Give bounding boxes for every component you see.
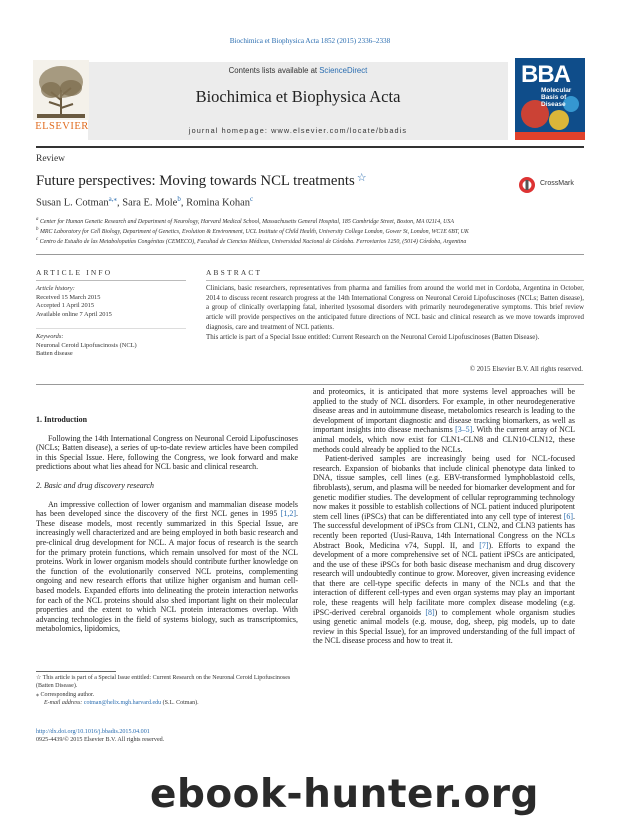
body-paragraph: Following the 14th International Congress on Neuronal Ceroid Lipofuscinoses (NCLs; Batten disease), a series of up-to-date review articles have been compiled in this Special Issue. Here, following the Congress, we look forward and make predictions about what lies ahead for NCL basic and clinical research. [36,433,298,472]
section-heading: 1. Introduction [36,415,88,424]
keyword: Neuronal Ceroid Lipofuscinosis (NCL) [36,341,137,349]
issn-line: 0925-4439/© 2015 Elsevier B.V. All rights reserved. [36,737,165,744]
journal-homepage-line [88,126,508,135]
homepage-prefix: journal homepage: [188,126,272,135]
citation-link[interactable]: [8] [425,607,435,617]
citation-link[interactable]: [3–5] [455,425,473,435]
body-paragraph [36,500,298,634]
citation-link[interactable]: [6] [563,511,574,521]
body-text: and proteomics, it is anticipated that more systems level approaches will be applied to the study of NCL disorders. For example, in other neurodegenerative disease areas and in autoimmune disease, metabolomics research is leading to the development of important diagnostic and disease tracking biomarkers, as well as important insights into disease mechanisms [313,387,575,435]
keyword: Batten disease [36,350,73,358]
author-affiliation-mark[interactable]: c [249,195,254,203]
contents-prefix: Contents lists available at [228,66,320,75]
article-title-text: Future perspectives: Moving towards NCL treatments [36,173,355,189]
history-online: Available online 7 April 2015 [36,310,112,318]
doi-link[interactable]: http://dx.doi.org/10.1016/j.bbadis.2015.04.001 [36,729,150,735]
journal-reference-link[interactable]: Biochimica et Biophysica Acta 1852 (2015) 2336–2338 [229,37,391,45]
history-accepted: Accepted 1 April 2015 [36,302,95,310]
affiliation-b [36,227,469,235]
abstract-special-issue-note: This article is part of a Special Issue entitled: Current Research on the Neuronal Ceroid Lipofuscinoses (Batten Disease). [206,333,540,341]
body-text: Patient-derived samples are increasingly being used for NCL-focused research. Expansion of biobanks that include clinical phenotype data linked to DNA, tissue samples, cell lines (e.g. EBV-transformed lymphoblastoid cells, fibroblasts), serum, and plasma will be needed for biomarker development and for genetic modifier studies. The development of cellular reprogramming technology now makes it possible to establish collections of NCL patient induced pluripotent stem cell lines (iPSCs) that can be differentiated into any cell type of interest [313,454,575,521]
body-text: ). Efforts to expand the development of a more comprehensive set of NCL patient iPSCs are anticipated, and the use of these iPSCs for both basic disease mechanism and drug discovery research will undoubtedly continue to grow. Moreover, given increasing evidence that there are cell-type specific defects in many of the NCLs and that the interaction of different cell-types and even organ systems may play an important role, these reagents will help facilitate more complex disease modeling (e.g. iPSC-derived cerebral organoids [313,540,575,617]
crossmark-label[interactable]: CrossMark [540,180,574,187]
email-suffix: (S.L. Cotman). [161,699,199,706]
homepage-link[interactable]: www.elsevier.com/locate/bbadis [271,126,408,135]
citation-link[interactable]: [7] [479,540,489,550]
journal-title: Biochimica et Biophysica Acta [195,87,401,106]
affiliation-text: MRC Laboratory for Cell Biology, Department of Genetics, Evolution & Environment, UCL Institute of Child Health, University College London, Gower St, London, WC1E 6BT, UK [39,228,469,235]
footnote-rule [36,671,116,672]
special-issue-footnote: ☆ This article is part of a Special Issue entitled: Current Research on the Neuronal Ceroid Lipofuscinoses (Batten Disease). [36,675,291,690]
author-name[interactable]: Sara E. Mole [122,197,178,209]
affiliation-a [36,217,454,225]
article-info-rule [36,280,186,281]
doi-block [36,728,164,745]
article-info-heading: ARTICLE INFO [36,268,113,277]
author-affiliation-mark[interactable]: b [177,195,181,203]
email-label: E-mail address: [44,699,84,706]
body-text: . With the current array of NCL animal models, which now exist for CLN1-CLN8 and CLN10-CLN12, these methods could already be applied to the NCLs. [313,425,575,454]
sciencedirect-link[interactable]: ScienceDirect [319,66,368,75]
author-list [36,195,253,209]
affiliation-text: Center for Human Genetic Research and Department of Neurology, Harvard Medical School, Massachusetts General Hospital, 185 Cambridge Street, Boston, MA 02114, USA [39,218,454,225]
affiliation-text: Centro de Estudio de las Metabolopatías Congénitas (CEMECO), Facultad de Ciencias Médicas, Universidad Nacional de Córdoba. Ferroviarios 1250, (5014) Córdoba, Argentina [39,238,467,245]
title-footnote-star[interactable]: ☆ [356,172,367,184]
body-column-left [36,415,298,634]
keywords-label: Keywords: [36,333,64,340]
body-paragraph [313,454,575,646]
body-paragraph [313,387,575,454]
contents-line [88,66,508,75]
abstract-paragraph: Clinicians, basic researchers, representatives from pharma and families from around the world met in Cordoba, Argentina in October, 2014 to discuss recent research progress at the 14th International Congress on Neuronal Ceroid Lipofuscinoses (NCLs; Batten disease), a group of clinically overlapping fatal, inherited lysosomal disorders with primarily neurodegenerative symptoms. This brief review article will provide perspectives on the anticipated future directions of NCL basic and clinical research as we move towards improved diagnosis, care and treatment of NCL patients. [206,285,584,331]
abstract-heading: ABSTRACT [206,268,263,277]
cover-abbrev: BBA [521,61,570,88]
abstract-rule [206,280,584,281]
affiliation-mark: b [36,227,39,232]
author-name[interactable]: Romina Kohan [186,197,250,209]
article-history [36,285,196,319]
author-affiliation-mark[interactable]: a, [108,195,114,203]
body-column-right [313,387,575,646]
affiliation-mark: c [36,237,39,242]
citation-link[interactable]: [1,2] [280,509,297,519]
corresponding-author-mark[interactable]: ⁎ [113,195,117,203]
author-separator: , [116,197,123,209]
elsevier-wordmark: ELSEVIER [35,121,89,132]
cover-subtitle: Molecular Basis of Disease [541,87,572,108]
info-separator [36,328,186,329]
title-divider [36,254,584,255]
email-footnote [36,699,304,707]
article-title [36,171,367,190]
body-text: An impressive collection of lower organism and mammalian disease models has been developed since the discovery of the first NCL genes in 1995 [36,499,298,519]
history-label: Article history: [36,285,75,292]
author-separator: , [180,197,187,209]
affiliation-mark: a [36,217,39,222]
affiliation-c [36,237,466,245]
abstract-body [206,284,584,342]
journal-cover-image[interactable] [515,58,585,140]
watermark-text: ebook-hunter.org [150,772,539,817]
body-text: . The successful development of iPSCs from CLN1, CLN2, and CLN3 patients has recently been reported (Uusi-Rauva, 14th International Congress on the NCLs Abstract Book, Medicina v74, Suppl. II, and [313,511,575,550]
body-text: . These disease models, most recently summarized in this Special Issue, are increasingly well characterized and are being employed in both basic research and pre-clinical drug development for NCL. A major focus of research is the search for the primary protein functions, which remain unsolved for most of the NCL proteins. Work in lower organism models should contribute further knowledge on the function of the evolutionarily conserved NCL proteins, complementing ongoing and new research efforts that utilize higher organism and human cell-based models. Expanded efforts into delineating the protein interaction networks for each of the NCL proteins should also shed important light on their molecular properties and the extent to which NCL protein interactomes overlap. With advancing technologies in the field of systems biology, such as transcriptomics, metabolomics, lipidomics, [36,509,298,634]
history-received: Received 15 March 2015 [36,293,101,301]
abstract-divider [36,384,584,385]
corresponding-author-footnote: ⁎ Corresponding author. [36,691,95,698]
keywords-block [36,333,196,359]
subsection-heading: 2. Basic and drug discovery research [36,480,155,490]
body-text: ) to complement whole organism studies using genetic animal models (e.g. mouse, dog, sheep, pig models, up to date review in this Special Issue), for an improved understanding of the full impact of the NCL disease process and how to treat it. [313,607,575,646]
header-divider [36,146,584,148]
footnotes [36,674,304,707]
email-link[interactable]: cotman@helix.mgh.harvard.edu [83,699,162,706]
abstract-copyright: © 2015 Elsevier B.V. All rights reserved. [469,366,583,373]
article-type: Review [36,154,66,164]
author-name[interactable]: Susan L. Cotman [36,197,109,209]
